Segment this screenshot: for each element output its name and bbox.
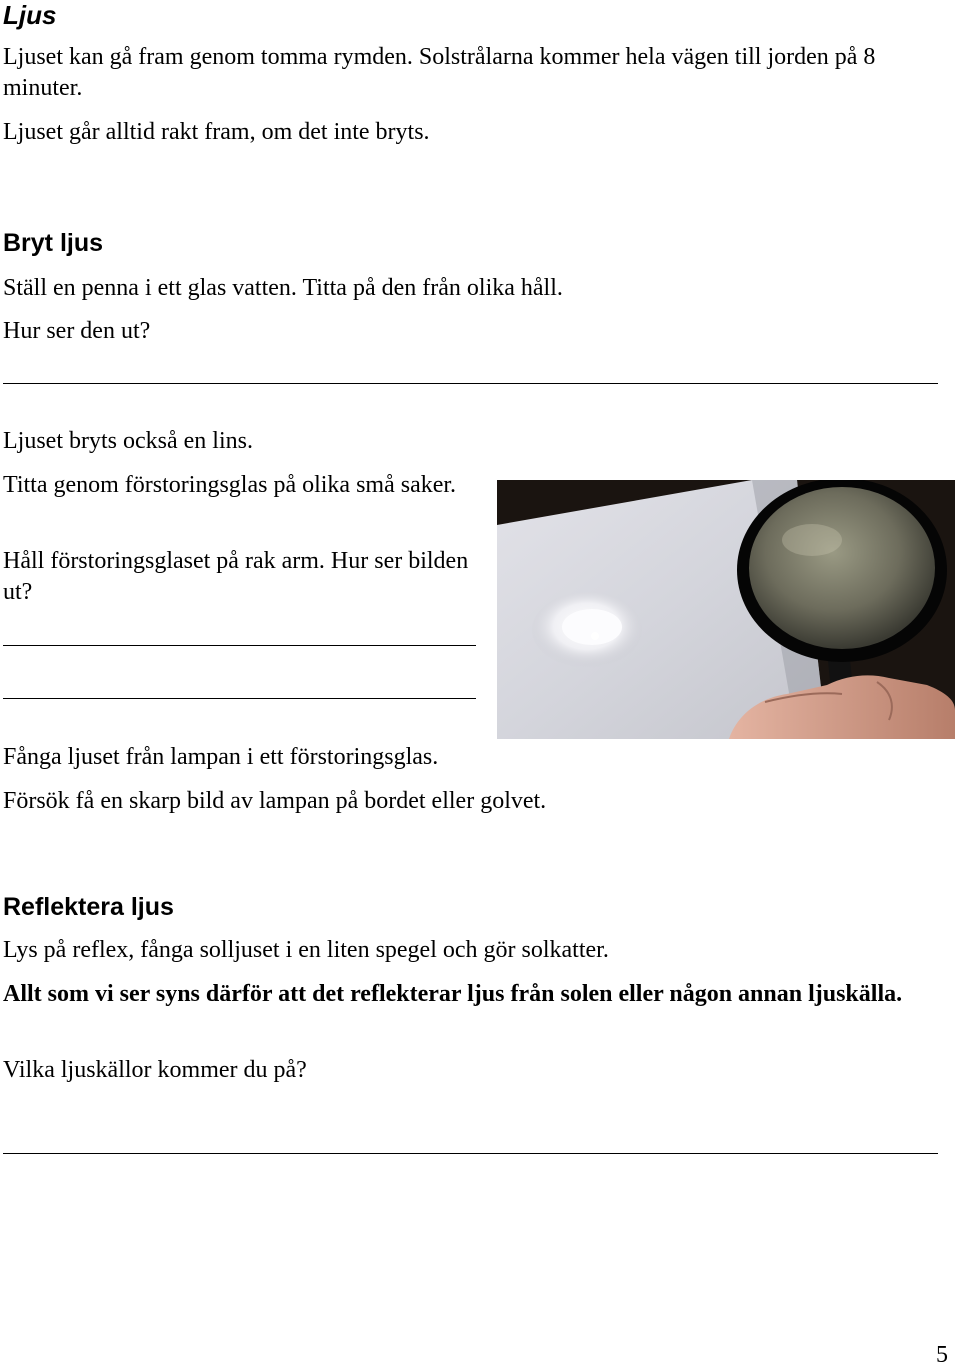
magnifying-glass-photo	[497, 480, 955, 739]
paragraph-bryt-6: Fånga ljuset från lampan i ett förstoringsglas.	[3, 744, 439, 770]
paragraph-reflektera-3: Vilka ljuskällor kommer du på?	[3, 1057, 307, 1083]
heading-ljus: Ljus	[3, 0, 57, 30]
paragraph-reflektera-2: Allt som vi ser syns därför att det reflekterar ljus från solen eller någon annan ljuskälla.	[3, 981, 903, 1007]
answer-line-1	[3, 383, 938, 384]
paragraph-bryt-7: Försök få en skarp bild av lampan på bordet eller golvet.	[3, 788, 547, 814]
paragraph-reflektera-1: Lys på reflex, fånga solljuset i en liten spegel och gör solkatter.	[3, 937, 609, 963]
paragraph-ljus-1: Ljuset kan gå fram genom tomma rymden. Solstrålarna kommer hela vägen till jorden på 8 minuter.	[3, 44, 876, 101]
paragraph-bryt-1: Ställ en penna i ett glas vatten. Titta på den från olika håll.	[3, 275, 563, 301]
paragraph-bryt-5: Håll förstoringsglaset på rak arm. Hur ser bilden ut?	[3, 548, 469, 605]
answer-line-3	[3, 698, 476, 699]
paragraph-bryt-4: Titta genom förstoringsglas på olika små saker.	[3, 472, 457, 498]
paragraph-bryt-2: Hur ser den ut?	[3, 318, 151, 344]
page-number: 5	[936, 1342, 948, 1368]
answer-line-4	[3, 1153, 938, 1154]
heading-bryt-ljus: Bryt ljus	[3, 229, 104, 257]
paragraph-ljus-2: Ljuset går alltid rakt fram, om det inte bryts.	[3, 119, 430, 145]
answer-line-2	[3, 645, 476, 646]
heading-reflektera-ljus: Reflektera ljus	[3, 893, 174, 921]
paragraph-bryt-3: Ljuset bryts också en lins.	[3, 428, 253, 454]
